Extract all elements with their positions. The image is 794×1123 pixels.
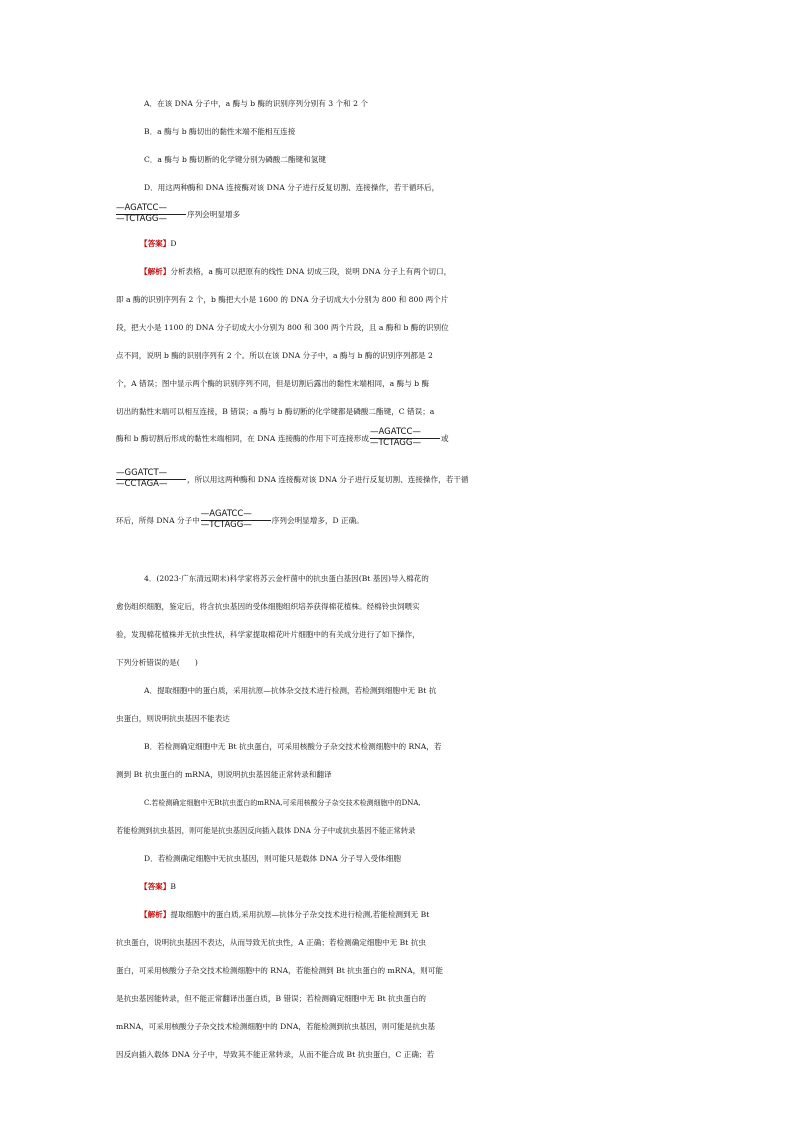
q4-option-a: A．提取细胞中的蛋白质，采用抗原—抗体杂交技术进行检测，若检测到细胞中无 Bt 抗 (144, 685, 437, 695)
q3-option-a: A．在该 DNA 分子中，a 酶与 b 酶的识别序列分别有 3 个和 2 个 (144, 98, 368, 108)
q4-option-b: B．若检测确定细胞中无 Bt 抗虫蛋白，可采用核酸分子杂交技术检测细胞中的 RNA，若 (144, 741, 442, 751)
q4-option-d: D．若检测确定细胞中无抗虫基因，则可能只是载体 DNA 分子导入受体细胞 (144, 853, 401, 863)
q4-stem: 验，发现棉花植株并无抗虫性状，科学家提取棉花叶片细胞中的有关成分进行了如下操作， (116, 629, 420, 639)
q4-analysis-line: 抗虫蛋白，说明抗虫基因不表达，从而导致无抗虫性，A 正确；若检测确定细胞中无 Bt 抗虫 (116, 937, 426, 947)
q3-answer: 【答案】D (140, 238, 177, 248)
q3-option-c: C．a 酶与 b 酶切断的化学键分别为磷酸二酯键和氢键 (144, 154, 326, 164)
q4-stem: 下列分析错误的是( ) (116, 657, 198, 667)
q4-stem: 4．(2023·广东清远期末)科学家将苏云金杆菌中的抗虫蛋白基因(Bt 基因)导入棉花的 (144, 573, 429, 583)
q3-option-b: B．a 酶与 b 酶切出的黏性末端不能相互连接 (144, 126, 296, 136)
q3-analysis-line: 即 a 酶的识别序列有 2 个，b 酶把大小是 1600 的 DNA 分子切成大小分别为 800 和 800 两个片 (116, 294, 449, 304)
dna-sequence: —AGATCC— —TCTAGG— (201, 510, 271, 532)
q4-analysis-line: 【解析】提取细胞中的蛋白质,采用抗原—抗体分子杂交技术进行检测,若能检测到无 Bt (140, 909, 430, 919)
q4-analysis-line: 是抗虫基因能转录，但不能正常翻译出蛋白质，B 错误；若检测确定细胞中无 Bt 抗虫蛋白的 (116, 993, 427, 1003)
dna-sequence: —AGATCC— —TCTAGG— (370, 428, 440, 450)
dna-sequence: —GGATCT— —CCTAGA— (116, 469, 186, 491)
q3-analysis-line: 点不同，说明 b 酶的识别序列有 2 个。所以在该 DNA 分子中，a 酶与 b 酶的识别序列都是 2 (116, 350, 433, 360)
q3-option-d-cont: —AGATCC— —TCTAGG— 序列会明显增多 (116, 202, 241, 224)
dna-sequence: —AGATCC— —TCTAGG— (116, 204, 186, 226)
q4-analysis-line: 蛋白，可采用核酸分子杂交技术检测细胞中的 RNA，若能检测到 Bt 抗虫蛋白的 mRNA，则可能 (116, 965, 443, 975)
q4-option-a: 虫蛋白，则说明抗虫基因不能表达 (116, 713, 230, 723)
q4-analysis-line: 因反向插入载体 DNA 分子中，导致其不能正常转录，从而不能合成 Bt 抗虫蛋白，C 正确；若 (116, 1049, 435, 1059)
q3-option-d: D．用这两种酶和 DNA 连接酶对该 DNA 分子进行反复切割、连接操作，若干循环后， (144, 182, 440, 192)
q4-option-c: C.若检测确定细胞中无Bt抗虫蛋白的mRNA,可采用核酸分子杂交技术检测细胞中的DNA, (144, 798, 421, 807)
q4-answer: 【答案】B (140, 881, 176, 891)
q3-analysis-line: —GGATCT— —CCTAGA— ，所以用这两种酶和 DNA 连接酶对该 DNA 分子进行反复切割、连接操作，若干循 (116, 467, 469, 489)
q4-stem: 愈伤组织细胞，鉴定后，将含抗虫基因的受体细胞组织培养获得棉花植株。经棉铃虫饲喂实 (116, 601, 420, 611)
q3-analysis-line: 切出的黏性末端可以相互连接，B 错误；a 酶与 b 酶切断的化学键都是磷酸二酯键，C 错误；a (116, 406, 435, 416)
q3-analysis-line: 段，把大小是 1100 的 DNA 分子切成大小分别为 800 和 300 两个片段，且 a 酶和 b 酶的识别位 (116, 322, 449, 332)
q3-analysis-line: 个，A 错误；图中显示两个酶的识别序列不同，但是切割后露出的黏性末端相同，a 酶与 b 酶 (116, 378, 430, 388)
q3-analysis-line: 【解析】分析表格，a 酶可以把原有的线性 DNA 切成三段，说明 DNA 分子上有两个切口， (140, 266, 452, 276)
q3-analysis-line: 环后，所得 DNA 分子中 —AGATCC— —TCTAGG— 序列会明显增多，D 正确。 (116, 508, 364, 530)
q4-analysis-line: mRNA，可采用核酸分子杂交技术检测细胞中的 DNA，若能检测到抗虫基因，则可能是抗虫基 (116, 1021, 436, 1031)
q4-option-b: 测到 Bt 抗虫蛋白的 mRNA，则说明抗虫基因能正常转录和翻译 (116, 769, 332, 779)
q4-option-c: 若能检测到抗虫基因，则可能是抗虫基因反向插入载体 DNA 分子中或抗虫基因不能正常转录 (116, 825, 416, 835)
q3-analysis-line: 酶和 b 酶切割后形成的黏性末端相同，在 DNA 连接酶的作用下可连接形成 —AGATCC— —TCTAGG— 或 (116, 426, 449, 448)
